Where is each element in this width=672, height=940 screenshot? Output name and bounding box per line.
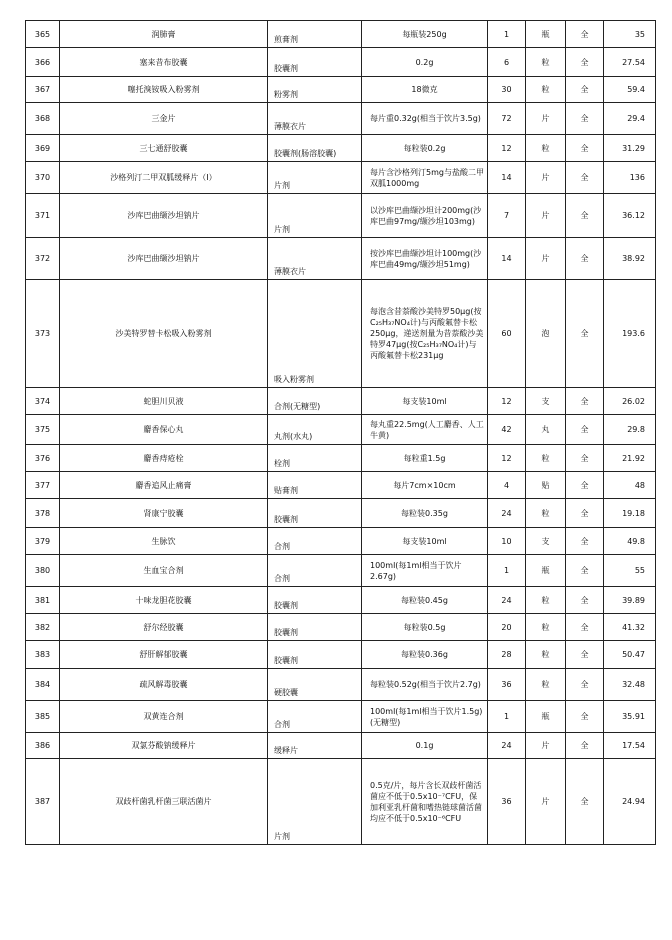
- specification-cell: 每片重0.32g(相当于饮片3.5g): [362, 103, 488, 135]
- drug-name-cell: 疏风解毒胶囊: [60, 669, 268, 701]
- table-row: [26, 669, 656, 701]
- price-cell: 31.29: [604, 135, 656, 162]
- coverage-level-cell: 全: [566, 733, 604, 759]
- price-cell: 29.8: [604, 415, 656, 445]
- drug-name-cell: 三七通舒胶囊: [60, 135, 268, 162]
- quantity-cell: 30: [488, 77, 526, 103]
- unit-cell: 片: [526, 162, 566, 194]
- specification-cell: 18微克: [362, 77, 488, 103]
- unit-cell: 泡: [526, 280, 566, 388]
- specification-cell: 每片含沙格列汀5mg与盐酸二甲双胍1000mg: [362, 162, 488, 194]
- drug-name-cell: 十味龙胆花胶囊: [60, 587, 268, 614]
- price-cell: 193.6: [604, 280, 656, 388]
- dosage-form-cell: 片剂: [268, 194, 362, 238]
- dosage-form-cell: 粉雾剂: [268, 77, 362, 103]
- coverage-level-cell: 全: [566, 472, 604, 499]
- coverage-level-cell: 全: [566, 103, 604, 135]
- coverage-level-cell: 全: [566, 280, 604, 388]
- price-cell: 35: [604, 21, 656, 48]
- coverage-level-cell: 全: [566, 587, 604, 614]
- drug-name-cell: 沙库巴曲缬沙坦钠片: [60, 238, 268, 280]
- quantity-cell: 36: [488, 759, 526, 845]
- coverage-level-cell: 全: [566, 48, 604, 77]
- quantity-cell: 14: [488, 238, 526, 280]
- unit-cell: 粒: [526, 614, 566, 641]
- price-cell: 21.92: [604, 445, 656, 472]
- dosage-form-cell: 煎膏剂: [268, 21, 362, 48]
- table-row: [26, 103, 656, 135]
- table-row: [26, 555, 656, 587]
- drug-name-cell: 三金片: [60, 103, 268, 135]
- unit-cell: 粒: [526, 445, 566, 472]
- table-row: [26, 77, 656, 103]
- quantity-cell: 4: [488, 472, 526, 499]
- table-row: [26, 499, 656, 528]
- row-number-cell: 381: [26, 587, 60, 614]
- unit-cell: 粒: [526, 48, 566, 77]
- unit-cell: 支: [526, 528, 566, 555]
- coverage-level-cell: 全: [566, 238, 604, 280]
- row-number-cell: 377: [26, 472, 60, 499]
- specification-cell: 每粒装0.2g: [362, 135, 488, 162]
- table-row: [26, 280, 656, 388]
- dosage-form-cell: 胶囊剂: [268, 587, 362, 614]
- specification-cell: 按沙库巴曲缬沙坦计100mg(沙库巴曲49mg/缬沙坦51mg): [362, 238, 488, 280]
- coverage-level-cell: 全: [566, 759, 604, 845]
- row-number-cell: 383: [26, 641, 60, 669]
- quantity-cell: 72: [488, 103, 526, 135]
- quantity-cell: 12: [488, 135, 526, 162]
- drug-name-cell: 噻托溴铵吸入粉雾剂: [60, 77, 268, 103]
- price-cell: 36.12: [604, 194, 656, 238]
- drug-name-cell: 麝香痔疮栓: [60, 445, 268, 472]
- coverage-level-cell: 全: [566, 445, 604, 472]
- unit-cell: 瓶: [526, 21, 566, 48]
- specification-cell: 每支装10ml: [362, 388, 488, 415]
- drug-name-cell: 生脉饮: [60, 528, 268, 555]
- quantity-cell: 36: [488, 669, 526, 701]
- coverage-level-cell: 全: [566, 499, 604, 528]
- price-cell: 32.48: [604, 669, 656, 701]
- row-number-cell: 380: [26, 555, 60, 587]
- row-number-cell: 375: [26, 415, 60, 445]
- drug-name-cell: 沙美特罗替卡松吸入粉雾剂: [60, 280, 268, 388]
- specification-cell: 每丸重22.5mg(人工麝香、人工牛黄): [362, 415, 488, 445]
- drug-name-cell: 麝香追风止痛膏: [60, 472, 268, 499]
- specification-cell: 100ml(每1ml相当于饮片1.5g)(无糖型): [362, 701, 488, 733]
- unit-cell: 片: [526, 103, 566, 135]
- table-row: [26, 48, 656, 77]
- price-cell: 17.54: [604, 733, 656, 759]
- price-cell: 136: [604, 162, 656, 194]
- price-cell: 50.47: [604, 641, 656, 669]
- specification-cell: 每粒装0.36g: [362, 641, 488, 669]
- specification-cell: 100ml(每1ml相当于饮片2.67g): [362, 555, 488, 587]
- unit-cell: 粒: [526, 641, 566, 669]
- drug-name-cell: 生血宝合剂: [60, 555, 268, 587]
- specification-cell: 每泡含昔萘酸沙美特罗50μg(按C₂₅H₃₇NO₄计)与丙酸氟替卡松250μg，递送剂量为昔萘酸沙美特罗47μg(按C₂₅H₃₇NO₄计)与丙酸氟替卡松231μg: [362, 280, 488, 388]
- specification-cell: 0.1g: [362, 733, 488, 759]
- dosage-form-cell: 合剂: [268, 555, 362, 587]
- quantity-cell: 20: [488, 614, 526, 641]
- quantity-cell: 10: [488, 528, 526, 555]
- unit-cell: 粒: [526, 499, 566, 528]
- quantity-cell: 24: [488, 587, 526, 614]
- table-row: [26, 238, 656, 280]
- price-cell: 59.4: [604, 77, 656, 103]
- quantity-cell: 1: [488, 701, 526, 733]
- quantity-cell: 60: [488, 280, 526, 388]
- price-cell: 26.02: [604, 388, 656, 415]
- row-number-cell: 367: [26, 77, 60, 103]
- unit-cell: 丸: [526, 415, 566, 445]
- table-row: [26, 445, 656, 472]
- table-row: [26, 162, 656, 194]
- drug-name-cell: 润肺膏: [60, 21, 268, 48]
- unit-cell: 粒: [526, 669, 566, 701]
- row-number-cell: 369: [26, 135, 60, 162]
- coverage-level-cell: 全: [566, 162, 604, 194]
- coverage-level-cell: 全: [566, 641, 604, 669]
- drug-name-cell: 肾康宁胶囊: [60, 499, 268, 528]
- drug-name-cell: 双氯芬酸钠缓释片: [60, 733, 268, 759]
- dosage-form-cell: 胶囊剂: [268, 614, 362, 641]
- dosage-form-cell: 片剂: [268, 162, 362, 194]
- table-row: [26, 135, 656, 162]
- unit-cell: 粒: [526, 135, 566, 162]
- specification-cell: 每片7cm×10cm: [362, 472, 488, 499]
- row-number-cell: 385: [26, 701, 60, 733]
- quantity-cell: 1: [488, 21, 526, 48]
- row-number-cell: 365: [26, 21, 60, 48]
- unit-cell: 瓶: [526, 701, 566, 733]
- coverage-level-cell: 全: [566, 135, 604, 162]
- dosage-form-cell: 胶囊剂: [268, 641, 362, 669]
- dosage-form-cell: 片剂: [268, 759, 362, 845]
- quantity-cell: 14: [488, 162, 526, 194]
- price-cell: 29.4: [604, 103, 656, 135]
- unit-cell: 贴: [526, 472, 566, 499]
- row-number-cell: 373: [26, 280, 60, 388]
- coverage-level-cell: 全: [566, 77, 604, 103]
- row-number-cell: 374: [26, 388, 60, 415]
- specification-cell: 0.2g: [362, 48, 488, 77]
- table-row: [26, 194, 656, 238]
- coverage-level-cell: 全: [566, 528, 604, 555]
- dosage-form-cell: 胶囊剂: [268, 48, 362, 77]
- row-number-cell: 378: [26, 499, 60, 528]
- unit-cell: 片: [526, 194, 566, 238]
- table-row: [26, 759, 656, 845]
- table-row: [26, 614, 656, 641]
- row-number-cell: 372: [26, 238, 60, 280]
- price-cell: 38.92: [604, 238, 656, 280]
- specification-cell: 每粒装0.5g: [362, 614, 488, 641]
- specification-cell: 每支装10ml: [362, 528, 488, 555]
- quantity-cell: 42: [488, 415, 526, 445]
- table-row: [26, 641, 656, 669]
- coverage-level-cell: 全: [566, 21, 604, 48]
- unit-cell: 片: [526, 759, 566, 845]
- drug-name-cell: 沙格列汀二甲双胍缓释片（Ⅰ）: [60, 162, 268, 194]
- dosage-form-cell: 薄膜衣片: [268, 238, 362, 280]
- quantity-cell: 1: [488, 555, 526, 587]
- quantity-cell: 7: [488, 194, 526, 238]
- row-number-cell: 368: [26, 103, 60, 135]
- table-row: [26, 388, 656, 415]
- table-row: [26, 415, 656, 445]
- price-cell: 49.8: [604, 528, 656, 555]
- quantity-cell: 24: [488, 733, 526, 759]
- quantity-cell: 24: [488, 499, 526, 528]
- drug-name-cell: 舒肝解郁胶囊: [60, 641, 268, 669]
- unit-cell: 片: [526, 733, 566, 759]
- quantity-cell: 6: [488, 48, 526, 77]
- row-number-cell: 370: [26, 162, 60, 194]
- coverage-level-cell: 全: [566, 194, 604, 238]
- coverage-level-cell: 全: [566, 415, 604, 445]
- specification-cell: 每粒装0.45g: [362, 587, 488, 614]
- price-cell: 24.94: [604, 759, 656, 845]
- table-row: [26, 21, 656, 48]
- drug-price-table: [25, 20, 656, 845]
- unit-cell: 粒: [526, 587, 566, 614]
- drug-name-cell: 蛇胆川贝液: [60, 388, 268, 415]
- drug-name-cell: 双歧杆菌乳杆菌三联活菌片: [60, 759, 268, 845]
- table-row: [26, 587, 656, 614]
- specification-cell: 0.5克/片，每片含长双歧杆菌活菌应不低于0.5x10⁻⁷CFU，保加利亚乳杆菌和嗜热链球菌活菌均应不低于0.5x10⁻⁶CFU: [362, 759, 488, 845]
- dosage-form-cell: 胶囊剂: [268, 499, 362, 528]
- drug-name-cell: 塞来昔布胶囊: [60, 48, 268, 77]
- quantity-cell: 12: [488, 388, 526, 415]
- coverage-level-cell: 全: [566, 669, 604, 701]
- specification-cell: 每粒装0.52g(相当于饮片2.7g): [362, 669, 488, 701]
- specification-cell: 每粒重1.5g: [362, 445, 488, 472]
- price-cell: 35.91: [604, 701, 656, 733]
- specification-cell: 每瓶装250g: [362, 21, 488, 48]
- row-number-cell: 379: [26, 528, 60, 555]
- coverage-level-cell: 全: [566, 614, 604, 641]
- specification-cell: 每粒装0.35g: [362, 499, 488, 528]
- price-cell: 55: [604, 555, 656, 587]
- unit-cell: 片: [526, 238, 566, 280]
- dosage-form-cell: 栓剂: [268, 445, 362, 472]
- drug-name-cell: 沙库巴曲缬沙坦钠片: [60, 194, 268, 238]
- row-number-cell: 366: [26, 48, 60, 77]
- dosage-form-cell: 吸入粉雾剂: [268, 280, 362, 388]
- dosage-form-cell: 合剂: [268, 528, 362, 555]
- row-number-cell: 382: [26, 614, 60, 641]
- price-cell: 19.18: [604, 499, 656, 528]
- table-row: [26, 528, 656, 555]
- dosage-form-cell: 胶囊剂(肠溶胶囊): [268, 135, 362, 162]
- dosage-form-cell: 缓释片: [268, 733, 362, 759]
- row-number-cell: 386: [26, 733, 60, 759]
- quantity-cell: 12: [488, 445, 526, 472]
- specification-cell: 以沙库巴曲缬沙坦计200mg(沙库巴曲97mg/缬沙坦103mg): [362, 194, 488, 238]
- price-cell: 39.89: [604, 587, 656, 614]
- unit-cell: 瓶: [526, 555, 566, 587]
- dosage-form-cell: 合剂(无糖型): [268, 388, 362, 415]
- dosage-form-cell: 硬胶囊: [268, 669, 362, 701]
- dosage-form-cell: 丸剂(水丸): [268, 415, 362, 445]
- dosage-form-cell: 薄膜衣片: [268, 103, 362, 135]
- quantity-cell: 28: [488, 641, 526, 669]
- price-cell: 41.32: [604, 614, 656, 641]
- dosage-form-cell: 贴膏剂: [268, 472, 362, 499]
- drug-name-cell: 双黄连合剂: [60, 701, 268, 733]
- table-row: [26, 472, 656, 499]
- table-row: [26, 701, 656, 733]
- row-number-cell: 371: [26, 194, 60, 238]
- coverage-level-cell: 全: [566, 555, 604, 587]
- unit-cell: 支: [526, 388, 566, 415]
- dosage-form-cell: 合剂: [268, 701, 362, 733]
- drug-name-cell: 舒尔经胶囊: [60, 614, 268, 641]
- drug-name-cell: 麝香保心丸: [60, 415, 268, 445]
- row-number-cell: 376: [26, 445, 60, 472]
- unit-cell: 粒: [526, 77, 566, 103]
- row-number-cell: 384: [26, 669, 60, 701]
- table-row: [26, 733, 656, 759]
- price-cell: 48: [604, 472, 656, 499]
- row-number-cell: 387: [26, 759, 60, 845]
- coverage-level-cell: 全: [566, 701, 604, 733]
- price-cell: 27.54: [604, 48, 656, 77]
- coverage-level-cell: 全: [566, 388, 604, 415]
